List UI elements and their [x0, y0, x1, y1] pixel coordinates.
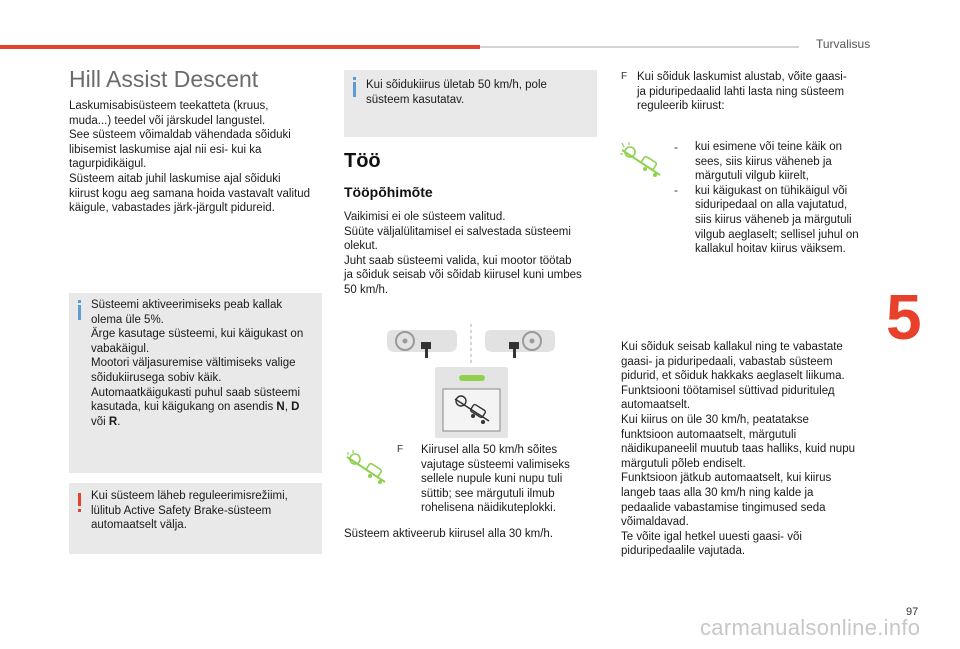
- info-icon: [353, 82, 356, 97]
- section-title: Turvalisus: [816, 37, 871, 51]
- info-box-activation: Süsteemi aktiveerimiseks peab kallak olema üle 5%. Ärge kasutage süsteemi, kui käigukast on vabakäigul. Mootori väljasuremise vältimiseks valige sõidukiirusega sobiv käik. Automaatkäigukasti puhul saab süsteemi kasutada, kui käigukang on asendis N, D või R.: [69, 293, 322, 473]
- page-number: 97: [906, 606, 919, 618]
- stop-behavior-text: Kui sõiduk seisab kallakul ning te vabastate gaasi- ja piduripedaali, vabastab süsteem pidurid, et sõiduk hakkaks aeglaselt liikuma. Funktsiooni töötamisel süttivad piduritulед automaatselt. Kui kiirus on üle 30 km/h, peatatakse funktsioon automaatselt, märgutuli näidikupaneelil muutub taas halliks, kuid nupu märgutuli põleb endiselt. Funktsioon jätkub automaatselt, kui kiirus langeb taas alla 30 km/h ning kalde ja pedaalide vabastamise tingimused seda võimaldavad. Te võite igal hetkel uuesti gaasi- või piduripedaalile vajutada.: [621, 341, 855, 558]
- page-title: Hill Assist Descent: [69, 66, 259, 92]
- subsection-heading: Tööpõhimõte: [344, 184, 433, 200]
- console-illustration: [383, 322, 559, 367]
- section-heading: Töö: [344, 150, 381, 172]
- press-instruction: F Kiirusel alla 50 km/h sõites vajutage süsteemi valimiseks sellele nupule kuni nupu tuli süttib; see märgutuli ilmub rohelisena näidikuteplokki.: [397, 444, 570, 515]
- header-accent-bar: [0, 45, 480, 49]
- hill-descent-flashing-icon: [620, 142, 664, 180]
- descent-start-text: F Kui sõiduk laskumist alustab, võite gaasi- ja piduripedaalid lahti lasta ning süsteem reguleerib kiirust:: [621, 71, 847, 113]
- hill-descent-button-illustration: [435, 367, 508, 438]
- info-box-speed: Kui sõidukiirus ületab 50 km/h, pole süsteem kasutatav.: [344, 70, 597, 137]
- activation-note: Süsteem aktiveerub kiirusel alla 30 km/h.: [344, 528, 554, 540]
- watermark: carmanualsonline.info: [700, 615, 921, 640]
- dash-list: - kui esimene või teine käik on sees, siis kiirus väheneb ja märgutuli vilgub kiirelt, - kui käigukast on tühikäigul või siduripedaal on alla vajutatud, siis kiirus väheneb ja märgutuli vilgub aeglaselt; sellisel juhul on kallakul hoitav kiirus väiksem.: [674, 140, 859, 256]
- principle-text: Vaikimisi ei ole süsteem valitud. Süüte väljalülitamisel ei salvestada süsteemi olekut. Juht saab süsteemi valida, kui mootor töötab ja sõiduk seisab või sõidab kiirusel kuni umbes 50 km/h.: [344, 211, 582, 296]
- chapter-number: 5: [886, 281, 922, 353]
- warning-box: Kui süsteem läheb reguleerimisrežiimi, lülitub Active Safety Brake-süsteem automaatselt välja.: [69, 483, 322, 554]
- hill-descent-indicator-icon: [345, 449, 389, 487]
- warning-icon: [78, 493, 81, 506]
- intro-text: Laskumisabisüsteem teekatteta (kruus, muda...) teedel või järskudel langustel. See süsteem võimaldab vähendada sõiduki libisemist laskumise ajal nii esi- kui ka tagurpidikäigul. Süsteem aitab juhil laskumise ajal sõiduki kiirust kogu aeg samana hoida vastavalt valitud käigule, vabastades järk-järgult pidureid.: [69, 100, 311, 215]
- info-icon: [78, 305, 81, 320]
- header-rule: [480, 46, 799, 48]
